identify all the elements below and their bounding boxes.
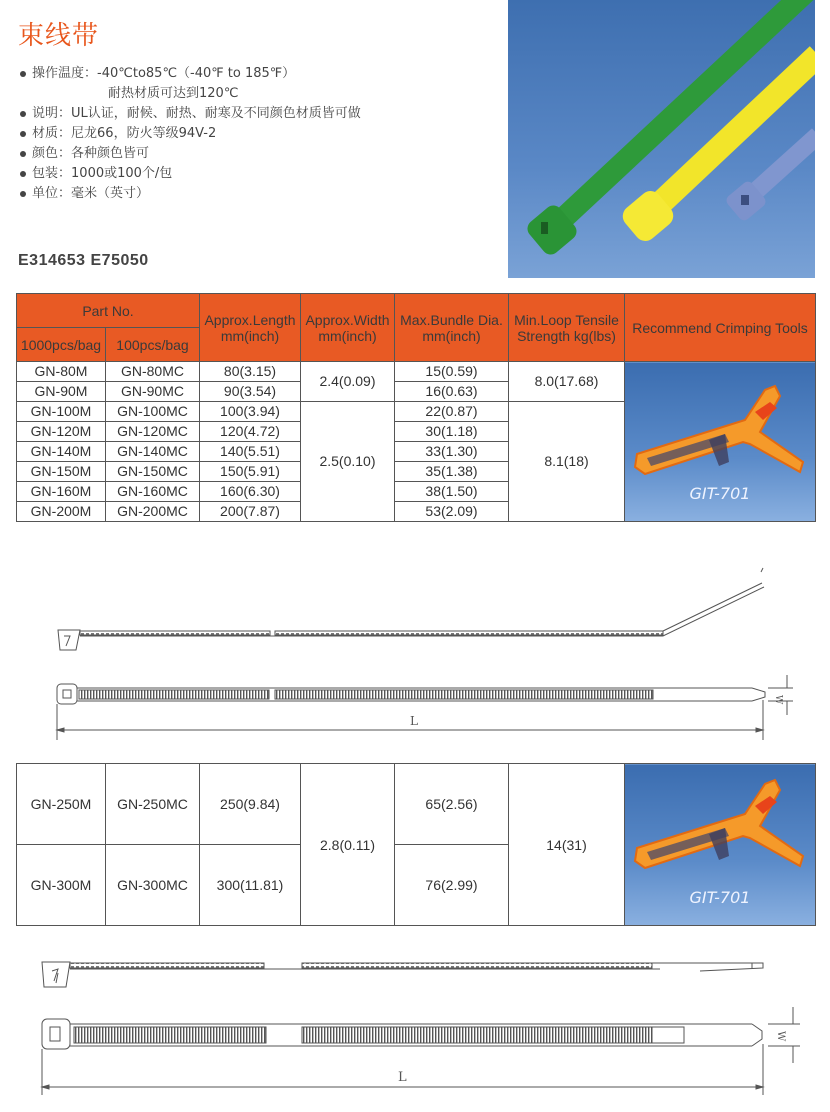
cell-bundle: 30(1.18) xyxy=(395,422,509,442)
cell-part-100: GN-300MC xyxy=(106,845,200,926)
cell-part-1000: GN-300M xyxy=(17,845,106,926)
cell-part-100: GN-140MC xyxy=(106,442,200,462)
cell-length: 150(5.91) xyxy=(200,462,301,482)
cell-length: 250(9.84) xyxy=(200,764,301,845)
cell-tensile: 8.0(17.68) xyxy=(509,362,625,402)
cell-tensile: 14(31) xyxy=(509,764,625,926)
cell-length: 200(7.87) xyxy=(200,502,301,522)
top-view xyxy=(57,675,793,740)
header-tensile: Min.Loop Tensile Strength kg(lbs) xyxy=(509,294,625,362)
cell-bundle: 33(1.30) xyxy=(395,442,509,462)
cell-part-1000: GN-250M xyxy=(17,764,106,845)
cell-bundle: 65(2.56) xyxy=(395,764,509,845)
cable-tie-diagram-2 xyxy=(0,945,830,1112)
cell-part-1000: GN-200M xyxy=(17,502,106,522)
header-row xyxy=(17,294,816,328)
side-view xyxy=(42,962,763,987)
cell-width: 2.5(0.10) xyxy=(301,402,395,522)
spec-item-unit: 单位：毫米（英寸） xyxy=(18,184,361,204)
cell-bundle: 15(0.59) xyxy=(395,362,509,382)
spec-item-description: 说明：UL认证，耐候、耐热、耐寒及不同颜色材质皆可做 xyxy=(18,104,361,124)
cell-part-1000: GN-100M xyxy=(17,402,106,422)
cell-bundle: 76(2.99) xyxy=(395,845,509,926)
cell-tensile: 8.1(18) xyxy=(509,402,625,522)
cell-width: 2.4(0.09) xyxy=(301,362,395,402)
spec-item-color: 颜色：各种颜色皆可 xyxy=(18,144,361,164)
cell-part-1000: GN-160M xyxy=(17,482,106,502)
bullet-icon xyxy=(20,71,26,77)
width-label: W xyxy=(773,695,783,705)
cell-part-100: GN-80MC xyxy=(106,362,200,382)
table-row xyxy=(17,362,816,382)
spec-list xyxy=(18,64,361,204)
table-row xyxy=(17,764,816,845)
top-view xyxy=(42,1007,800,1095)
header-tools: Recommend Crimping Tools xyxy=(625,294,816,362)
length-label: L xyxy=(410,714,418,728)
cell-length: 160(6.30) xyxy=(200,482,301,502)
cell-bundle: 16(0.63) xyxy=(395,382,509,402)
cable-ties-photo xyxy=(508,0,815,278)
cell-length: 120(4.72) xyxy=(200,422,301,442)
cell-part-100: GN-150MC xyxy=(106,462,200,482)
cell-part-100: GN-160MC xyxy=(106,482,200,502)
blue-cable-tie xyxy=(724,135,815,223)
cell-length: 300(11.81) xyxy=(200,845,301,926)
cell-length: 90(3.54) xyxy=(200,382,301,402)
spec-item-temperature-cont: 耐热材质可达到120℃ xyxy=(108,86,239,101)
cell-part-100: GN-200MC xyxy=(106,502,200,522)
header-width: Approx.Width mm(inch) xyxy=(301,294,395,362)
page-title: 束线带 xyxy=(18,21,100,51)
cable-tie-diagram-1 xyxy=(0,560,830,750)
cell-part-100: GN-250MC xyxy=(106,764,200,845)
header-1000pcs: 1000pcs/bag xyxy=(17,328,106,362)
crimping-tool-icon xyxy=(625,362,816,544)
crimping-tool-image xyxy=(625,362,816,522)
bullet-icon xyxy=(20,191,26,197)
cell-part-100: GN-100MC xyxy=(106,402,200,422)
length-label: L xyxy=(398,1070,407,1085)
spec-table-2 xyxy=(16,763,816,926)
cell-length: 140(5.51) xyxy=(200,442,301,462)
tool-model-label: GIT-701 xyxy=(689,484,751,503)
cell-part-1000: GN-120M xyxy=(17,422,106,442)
cell-part-1000: GN-80M xyxy=(17,362,106,382)
spec-item-material: 材质：尼龙66，防火等级94V-2 xyxy=(18,124,361,144)
header-length: Approx.Length mm(inch) xyxy=(200,294,301,362)
bullet-icon xyxy=(20,131,26,137)
header-100pcs: 100pcs/bag xyxy=(106,328,200,362)
header-part-no: Part No. xyxy=(17,294,200,328)
cell-length: 80(3.15) xyxy=(200,362,301,382)
cell-bundle: 53(2.09) xyxy=(395,502,509,522)
width-label: W xyxy=(775,1031,786,1042)
bullet-icon xyxy=(20,171,26,177)
bullet-icon xyxy=(20,111,26,117)
cell-bundle: 38(1.50) xyxy=(395,482,509,502)
spec-item-temperature: 操作温度：-40℃to85℃（-40℉ to 185℉） xyxy=(18,64,361,84)
cell-part-1000: GN-140M xyxy=(17,442,106,462)
tool-model-label: GIT-701 xyxy=(689,888,751,907)
cell-bundle: 35(1.38) xyxy=(395,462,509,482)
cell-part-1000: GN-150M xyxy=(17,462,106,482)
cell-part-100: GN-120MC xyxy=(106,422,200,442)
cell-part-1000: GN-90M xyxy=(17,382,106,402)
header-bundle: Max.Bundle Dia. mm(inch) xyxy=(395,294,509,362)
side-view xyxy=(58,568,764,650)
spec-item-packing: 包装：1000或100个/包 xyxy=(18,164,361,184)
bullet-icon xyxy=(20,151,26,157)
crimping-tool-image xyxy=(625,764,816,926)
cell-part-100: GN-90MC xyxy=(106,382,200,402)
cell-length: 100(3.94) xyxy=(200,402,301,422)
cell-width: 2.8(0.11) xyxy=(301,764,395,926)
certification-numbers: E314653 E75050 xyxy=(18,252,149,269)
cell-bundle: 22(0.87) xyxy=(395,402,509,422)
spec-table-1 xyxy=(16,293,816,522)
